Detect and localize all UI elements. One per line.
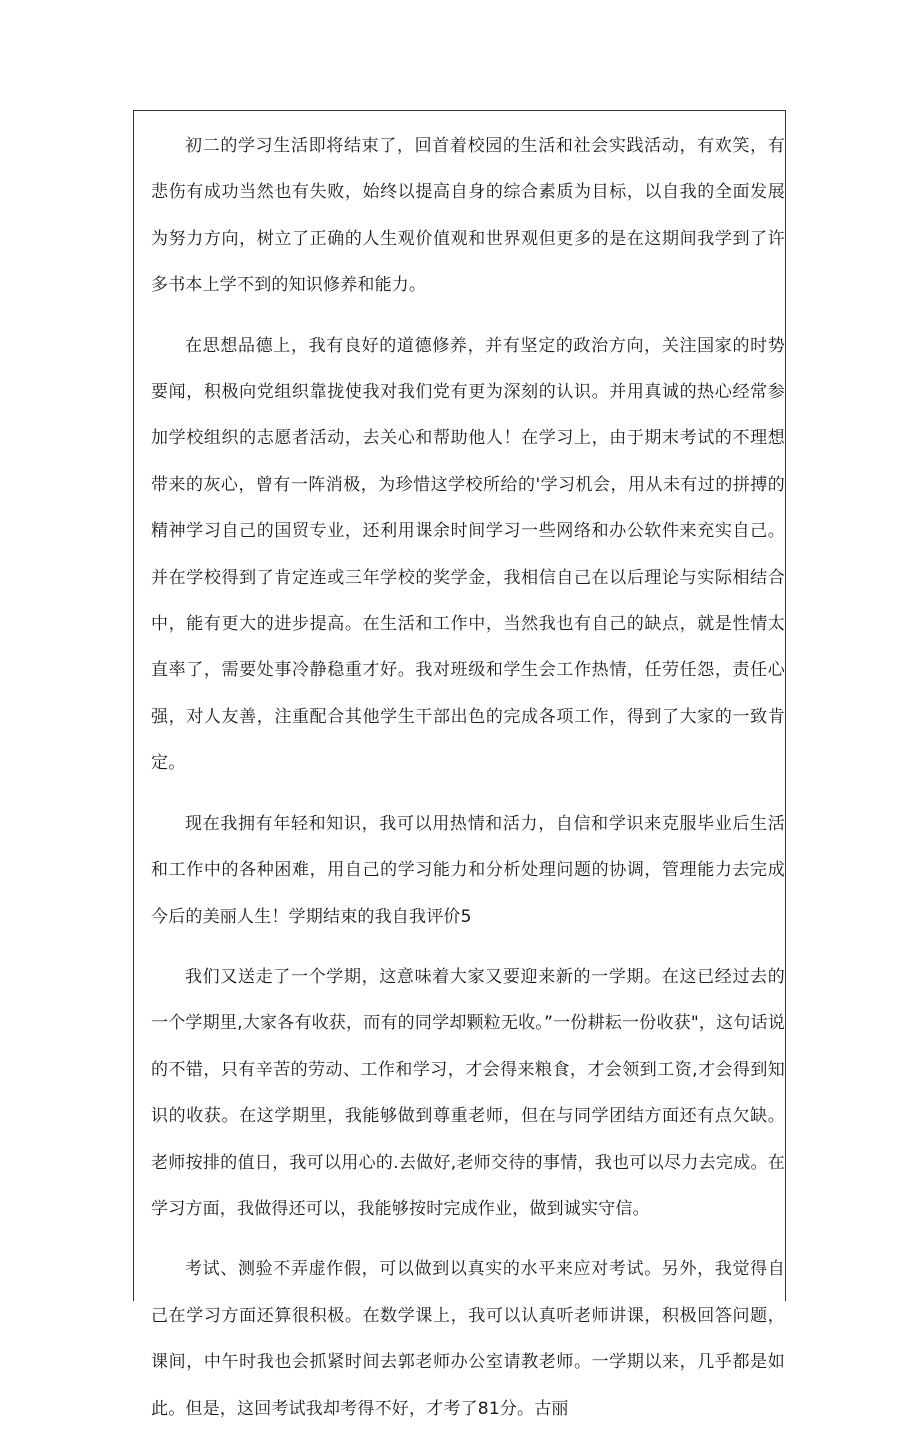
- document-body: [151, 123, 785, 1446]
- paragraph-3: 现在我拥有年轻和知识，我可以用热情和活力，自信和学识来克服毕业后生活和工作中的各种困难，用自己的学习能力和分析处理问题的协调，管理能力去完成今后的美丽人生！学期结束的我自我评价5: [151, 813, 785, 927]
- paragraph-4: 我们又送走了一个学期，这意味着大家又要迎来新的一学期。在这已经过去的一个学期里,大家各有收获，而有的同学却颗粒无收。”一份耕耘一份收获"，这句话说的不错，只有辛苦的劳动、工作和学习，才会得来粮食，才会领到工资,才会得到知识的收获。在这学期里，我能够做到尊重老师，但在与同学团结方面还有点欠缺。老师按排的值日，我可以用心的.去做好,老师交待的事情，我也可以尽力去完成。在学习方面，我做得还可以，我能够按时完成作业，做到诚实守信。: [151, 966, 785, 1219]
- paragraph-1: 初二的学习生活即将结束了，回首着校园的生活和社会实践活动，有欢笑，有悲伤有成功当然也有失败，始终以提高自身的综合素质为目标，以自我的全面发展为努力方向，树立了正确的人生观价值观和世界观但更多的是在这期间我学到了许多书本上学不到的知识修养和能力。: [151, 136, 785, 296]
- paragraph-5: 考试、测验不弄虚作假，可以做到以真实的水平来应对考试。另外，我觉得自己在学习方面还算很积极。在数学课上，我可以认真听老师讲课，积极回答问题，课间，中午时我也会抓紧时间去郭老师办公室请教老师。一学期以来，几乎都是如此。但是，这回考试我却考得不好，才考了81分。古丽: [151, 1259, 785, 1419]
- paragraph-2: 在思想品德上，我有良好的道德修养，并有坚定的政治方向，关注国家的时势要闻，积极向党组织靠拢使我对我们党有更为深刻的认识。并用真诚的热心经常参加学校组织的志愿者活动，去关心和帮助他人！在学习上，由于期末考试的不理想带来的灰心，曾有一阵消极，为珍惜这学校所给的'学习机会，用从未有过的拼搏的精神学习自己的国贸专业，还利用课余时间学习一些网络和办公软件来充实自己。并在学校得到了肯定连或三年学校的奖学金，我相信自己在以后理论与实际相结合中，能有更大的进步提高。在生活和工作中，当然我也有自己的缺点，就是性情太直率了，需要处事冷静稳重才好。我对班级和学生会工作热情，任劳任怨，责任心强，对人友善，注重配合其他学生干部出色的完成各项工作，得到了大家的一致肯定。: [151, 335, 785, 774]
